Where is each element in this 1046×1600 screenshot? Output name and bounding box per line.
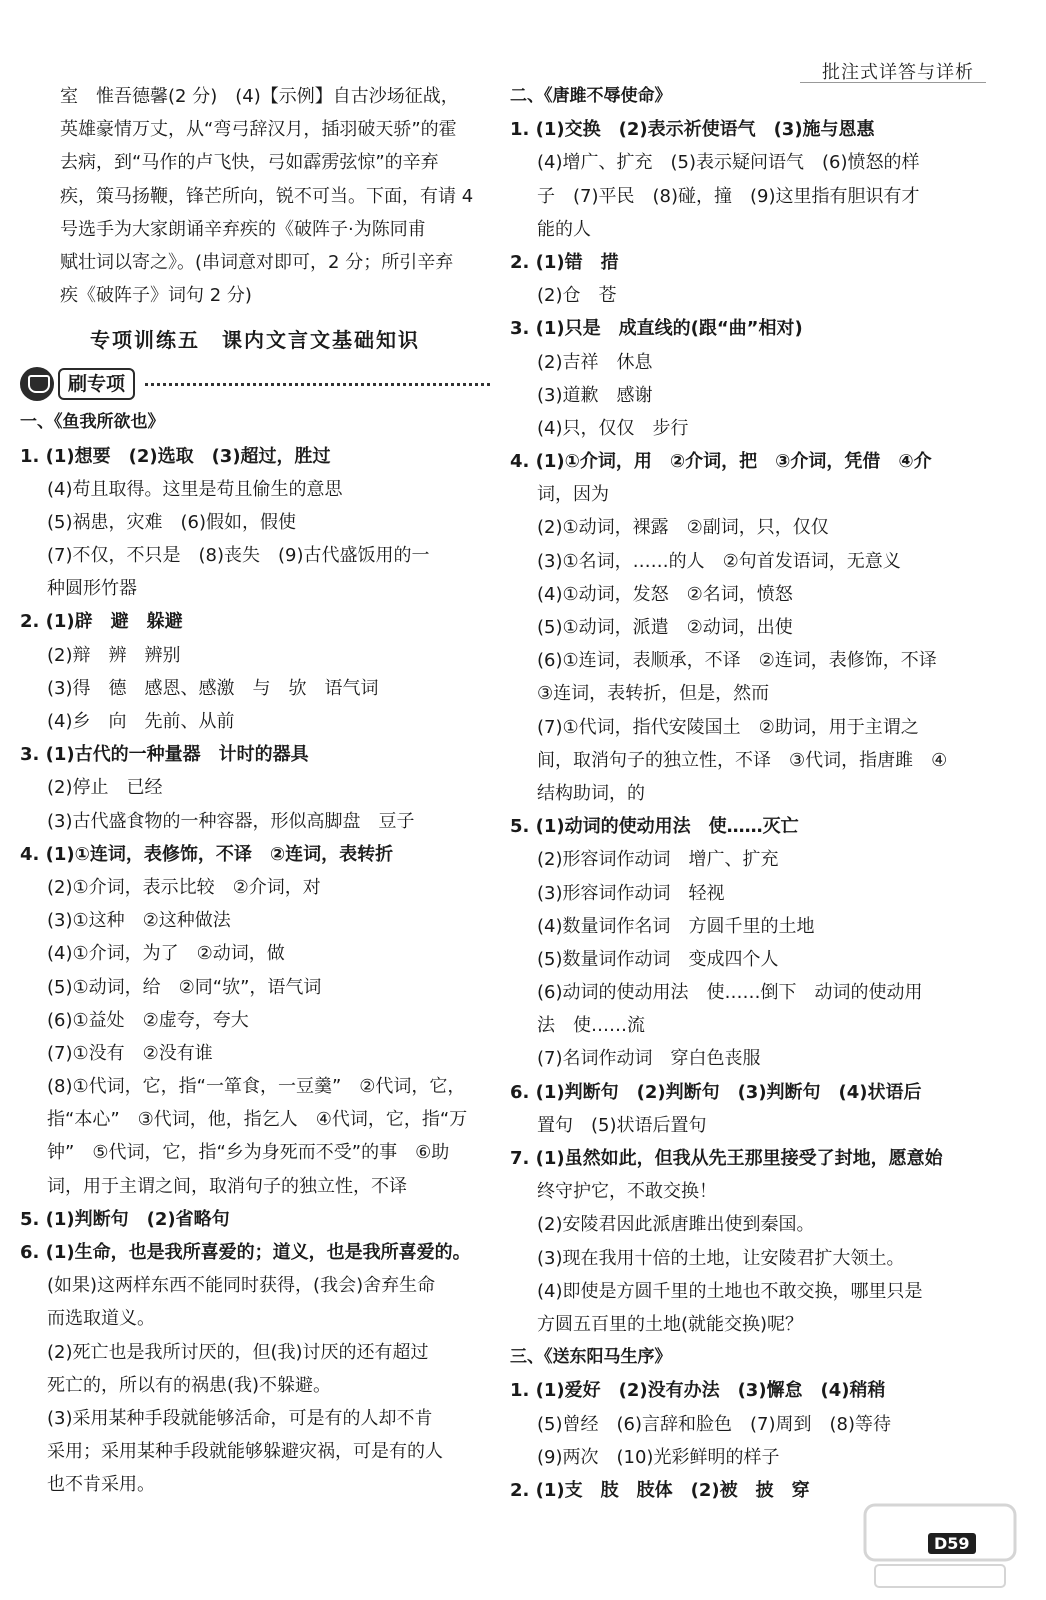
text-line: (8)①代词，它，指“一箪食，一豆羹” ②代词，它， bbox=[47, 1076, 466, 1098]
question-line: 1. (1)爱好 (2)没有办法 (3)懈怠 (4)稍稍 bbox=[510, 1380, 886, 1402]
question-line: 1. (1)想要 (2)选取 (3)超过，胜过 bbox=[20, 445, 331, 467]
text-line: 词，因为 bbox=[537, 484, 609, 506]
text-line: (7)不仅，不只是 (8)丧失 (9)古代盛饭用的一 bbox=[47, 545, 430, 567]
text-line: (3)现在我用十倍的土地，让安陵君扩大领土。 bbox=[537, 1247, 905, 1269]
text-line: (6)动词的使动用法 使……倒下 动词的使动用 bbox=[537, 982, 923, 1004]
text-line: (5)①动词，给 ②同“欤”，语气词 bbox=[47, 976, 322, 998]
text-line: (4)乡 向 先前、从前 bbox=[47, 711, 235, 732]
right-column bbox=[510, 80, 985, 1507]
left-column bbox=[20, 80, 490, 1502]
question-line: 3. (1)只是 成直线的(跟“曲”相对) bbox=[510, 318, 803, 340]
text-line: (2)仓 苍 bbox=[537, 285, 617, 307]
text-line: 终守护它，不敢交换！ bbox=[537, 1181, 717, 1203]
text-line: (3)得 德 感恩、感激 与 欤 语气词 bbox=[47, 677, 379, 699]
text-line: (3)形容词作动词 轻视 bbox=[537, 882, 725, 904]
text-line: (7)①没有 ②没有谁 bbox=[47, 1042, 213, 1064]
part-title: 三、《送东阳马生序》 bbox=[510, 1347, 672, 1368]
dotted-rule bbox=[145, 383, 490, 386]
text-line: (3)①这种 ②这种做法 bbox=[47, 910, 231, 932]
question-4 bbox=[20, 838, 490, 1203]
text-line: 号选手为大家朗诵辛弃疾的《破阵子·为陈同甫 bbox=[60, 218, 426, 240]
question-line: 1. (1)交换 (2)表示祈使语气 (3)施与恩惠 bbox=[510, 119, 875, 141]
question-5 bbox=[20, 1203, 490, 1236]
question-5 bbox=[510, 810, 985, 1076]
brush-label: 刷专项 bbox=[58, 368, 135, 400]
text-line: (2)①动词，裸露 ②副词，只，仅仅 bbox=[537, 517, 829, 539]
text-line: (5)祸患，灾难 (6)假如，假使 bbox=[47, 511, 296, 533]
question-6 bbox=[510, 1076, 985, 1142]
question-line: 5. (1)动词的使动用法 使……灭亡 bbox=[510, 816, 799, 838]
question-line: 5. (1)判断句 (2)省略句 bbox=[20, 1208, 230, 1230]
text-line: (3)道歉 感谢 bbox=[537, 384, 653, 406]
question-line: 2. (1)支 肢 肢体 (2)被 披 穿 bbox=[510, 1479, 810, 1501]
text-line: (5)数量词作动词 变成四个人 bbox=[537, 948, 779, 970]
text-line: 而选取道义。 bbox=[47, 1308, 155, 1330]
text-line: 钟” ⑤代词，它，指“乡为身死而不受”的事 ⑥助 bbox=[47, 1142, 450, 1164]
text-line: (2)①介词，表示比较 ②介词，对 bbox=[47, 876, 321, 898]
question-line: 2. (1)错 措 bbox=[510, 251, 619, 273]
page-number: D59 bbox=[928, 1533, 976, 1554]
question-line: 7. (1)虽然如此，但我从先王那里接受了封地，愿意始 bbox=[510, 1148, 943, 1169]
text-line: (2)辩 辨 辨别 bbox=[47, 644, 181, 666]
question-line: 6. (1)判断句 (2)判断句 (3)判断句 (4)状语后 bbox=[510, 1081, 922, 1103]
question-2 bbox=[510, 246, 985, 312]
question-line: 4. (1)①介词，用 ②介词，把 ③介词，凭借 ④介 bbox=[510, 451, 932, 473]
question-3 bbox=[510, 312, 985, 445]
section-title: 专项训练五 课内文言文基础知识 bbox=[90, 328, 420, 353]
text-line: 法 使……流 bbox=[537, 1015, 645, 1037]
text-line: 疾，策马扬鞭，锋芒所向，锐不可当。下面，有请 4 bbox=[60, 185, 474, 207]
text-line: 也不肯采用。 bbox=[47, 1474, 155, 1496]
text-line: (4)只，仅仅 步行 bbox=[537, 417, 689, 439]
question-line: 3. (1)古代的一种量器 计时的器具 bbox=[20, 744, 309, 766]
text-line: (4)①介词，为了 ②动词，做 bbox=[47, 943, 285, 965]
question-3 bbox=[20, 738, 490, 838]
text-line: (9)两次 (10)光彩鲜明的样子 bbox=[537, 1446, 780, 1468]
text-line: ③连词，表转折，但是，然而 bbox=[537, 683, 770, 705]
question-2 bbox=[20, 605, 490, 738]
question-line: 6. (1)生命，也是我所喜爱的；道义，也是我所喜爱的。 bbox=[20, 1242, 471, 1263]
text-line: (2)死亡也是我所讨厌的，但(我)讨厌的还有超过 bbox=[47, 1341, 429, 1363]
brush-banner bbox=[20, 362, 490, 406]
question-1 bbox=[510, 113, 985, 246]
running-header: 批注式详答与详析 bbox=[822, 62, 974, 83]
text-line: (7)名词作动词 穿白色丧服 bbox=[537, 1048, 761, 1070]
text-line: (如果)这两样东西不能同时获得，(我会)舍弃生命 bbox=[47, 1275, 436, 1297]
part-title: 二、《唐雎不辱使命》 bbox=[510, 86, 672, 106]
text-line: 指“本心” ③代词，他，指乞人 ④代词，它，指“万 bbox=[47, 1109, 468, 1131]
text-line: 能的人 bbox=[537, 218, 591, 240]
brush-icon bbox=[20, 367, 54, 401]
text-line: (4)苟且取得。这里是苟且偷生的意思 bbox=[47, 478, 343, 500]
text-line: (4)即使是方圆千里的土地也不敢交换，哪里只是 bbox=[537, 1280, 923, 1302]
text-line: (3)古代盛食物的一种容器，形似高脚盘 豆子 bbox=[47, 810, 415, 832]
text-line: (2)停止 已经 bbox=[47, 777, 163, 799]
question-line: 2. (1)辟 避 躲避 bbox=[20, 611, 183, 633]
text-line: 死亡的，所以有的祸患(我)不躲避。 bbox=[47, 1374, 332, 1396]
text-line: 种圆形竹器 bbox=[47, 578, 137, 600]
text-line: (4)增广、扩充 (5)表示疑问语气 (6)愤怒的样 bbox=[537, 152, 920, 174]
text-line: (5)①动词，派遣 ②动词，出使 bbox=[537, 617, 793, 638]
text-line: (3)采用某种手段就能够活命，可是有的人却不肯 bbox=[47, 1407, 433, 1429]
continued-answer bbox=[20, 80, 490, 312]
text-line: 词，用于主谓之间，取消句子的独立性，不译 bbox=[47, 1175, 407, 1197]
text-line: 去病，到“马作的卢飞快，弓如霹雳弦惊”的辛弃 bbox=[60, 152, 439, 174]
text-line: 赋壮词以寄之》。(串词意对即可，2 分；所引辛弃 bbox=[60, 251, 454, 273]
text-line: (4)①动词，发怒 ②名词，愤怒 bbox=[537, 583, 793, 605]
text-line: (6)①连词，表顺承，不译 ②连词，表修饰，不译 bbox=[537, 650, 937, 672]
text-line: 采用；采用某种手段就能够躲避灾祸，可是有的人 bbox=[47, 1441, 443, 1463]
question-1 bbox=[20, 440, 490, 606]
text-line: (7)①代词，指代安陵国土 ②助词，用于主谓之 bbox=[537, 716, 919, 738]
text-line: (2)吉祥 休息 bbox=[537, 351, 653, 373]
text-line: 子 (7)平民 (8)碰，撞 (9)这里指有胆识有才 bbox=[537, 185, 920, 207]
text-line: 置句 (5)状语后置句 bbox=[537, 1114, 707, 1136]
question-4 bbox=[510, 445, 985, 810]
question-line: 4. (1)①连词，表修饰，不译 ②连词，表转折 bbox=[20, 843, 394, 865]
text-line: (6)①益处 ②虚夸，夸大 bbox=[47, 1009, 249, 1031]
text-line: 室 惟吾德馨(2 分) (4)【示例】自古沙场征战， bbox=[60, 86, 459, 107]
question-7 bbox=[510, 1142, 985, 1341]
text-line: (3)①名词，……的人 ②句首发语词，无意义 bbox=[537, 550, 901, 572]
text-line: (5)曾经 (6)言辞和脸色 (7)周到 (8)等待 bbox=[537, 1413, 891, 1435]
text-line: (4)数量词作名词 方圆千里的土地 bbox=[537, 915, 815, 937]
part-title: 一、《鱼我所欲也》 bbox=[20, 412, 165, 433]
text-line: 方圆五百里的土地(就能交换)呢？ bbox=[537, 1313, 804, 1335]
text-line: (2)安陵君因此派唐雎出使到秦国。 bbox=[537, 1214, 815, 1236]
text-line: 疾《破阵子》词句 2 分) bbox=[60, 285, 252, 307]
text-line: 英雄豪情万丈，从“弯弓辞汉月，插羽破天骄”的霍 bbox=[60, 119, 457, 141]
question-6 bbox=[20, 1236, 490, 1502]
part3-question-1 bbox=[510, 1374, 985, 1474]
text-line: (2)形容词作动词 增广、扩充 bbox=[537, 849, 779, 871]
text-line: 结构助词，的 bbox=[537, 782, 645, 804]
text-line: 间，取消句子的独立性，不译 ③代词，指唐雎 ④ bbox=[537, 749, 948, 771]
